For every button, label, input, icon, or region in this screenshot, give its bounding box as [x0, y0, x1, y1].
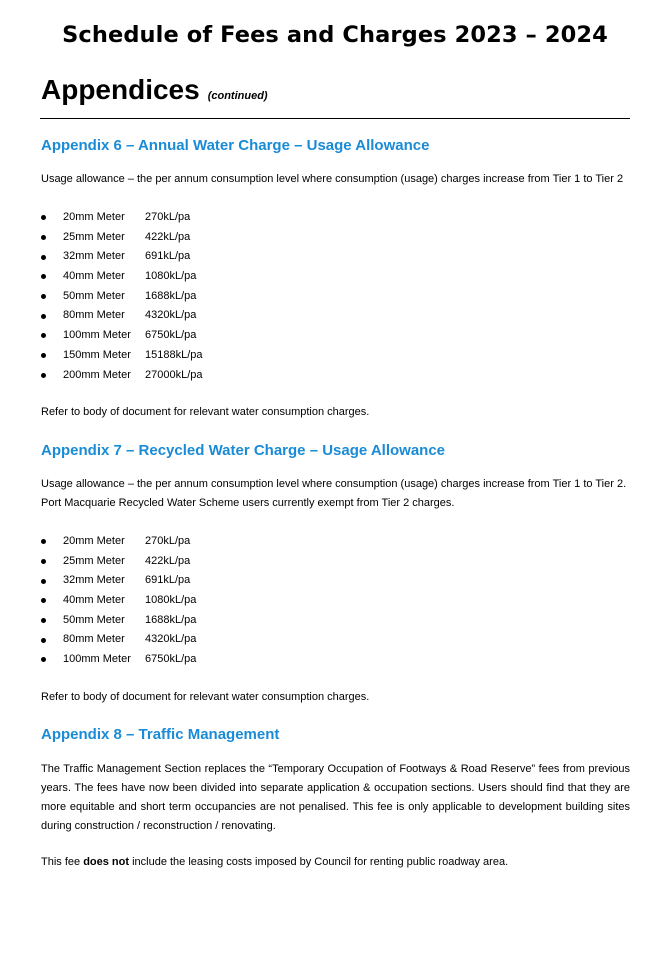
bullet-icon [41, 314, 46, 319]
appendix-7-footer: Refer to body of document for relevant water consumption charges. [41, 691, 370, 703]
list-item [41, 611, 196, 631]
list-item [41, 571, 196, 591]
appendix-7-allowance-list [41, 532, 196, 670]
appendix-6-footer: Refer to body of document for relevant water consumption charges. [41, 406, 370, 418]
list-item [41, 591, 196, 611]
meter-size: 25mm Meter [63, 230, 125, 243]
appendices-heading [41, 74, 268, 106]
allowance-value: 691kL/pa [145, 250, 191, 263]
bullet-icon [41, 255, 46, 260]
meter-size: 20mm Meter [63, 211, 125, 223]
list-item [41, 326, 203, 346]
list-item [41, 208, 203, 228]
appendix-7-intro-line: Port Macquarie Recycled Water Scheme users currently exempt from Tier 2 charges. [41, 497, 455, 509]
meter-size: 32mm Meter [63, 574, 125, 587]
bullet-icon [41, 539, 46, 544]
allowance-value: 4320kL/pa [145, 309, 197, 322]
appendix-7-intro [41, 475, 630, 513]
bullet-icon [41, 294, 46, 299]
meter-size: 50mm Meter [63, 289, 125, 302]
list-item [41, 306, 203, 326]
appendix-8-paragraph-line: years. The fees have now been divided into separate application & occupation sections. Users should find that they are [41, 782, 630, 794]
appendix-8-note [41, 853, 630, 872]
bullet-icon [41, 333, 46, 338]
allowance-value: 6750kL/pa [145, 653, 197, 666]
allowance-value: 691kL/pa [145, 574, 191, 587]
document-title: Schedule of Fees and Charges 2023 – 2024 [62, 22, 608, 48]
bullet-icon [41, 598, 46, 603]
list-item [41, 552, 196, 572]
note-emphasis: does not [83, 856, 130, 868]
meter-size: 150mm Meter [63, 348, 131, 361]
meter-size: 20mm Meter [63, 535, 125, 547]
meter-size: 200mm Meter [63, 368, 131, 381]
bullet-icon [41, 215, 46, 220]
allowance-value: 422kL/pa [145, 230, 191, 243]
appendix-8-paragraph-line: The Traffic Management Section replaces the “Temporary Occupation of Footways & Road Reserve” fees from previous [41, 763, 630, 775]
bullet-icon [41, 618, 46, 623]
note-prefix: This fee [41, 856, 84, 868]
appendix-8-paragraph-line: more equitable and short term occupancies are not penalised. This fee is only applicable to development building sites [41, 801, 630, 813]
heading-divider [40, 118, 630, 119]
bullet-icon [41, 235, 46, 240]
meter-size: 40mm Meter [63, 270, 125, 283]
list-item [41, 650, 196, 670]
allowance-value: 270kL/pa [145, 211, 191, 223]
appendix-7-title: Appendix 7 – Recycled Water Charge – Usage Allowance [41, 442, 446, 459]
allowance-value: 1080kL/pa [145, 270, 197, 283]
bullet-icon [41, 353, 46, 358]
bullet-icon [41, 657, 46, 662]
appendix-8-paragraph [41, 760, 630, 836]
appendix-6-title: Appendix 6 – Annual Water Charge – Usage Allowance [41, 137, 430, 154]
meter-size: 80mm Meter [63, 633, 125, 646]
allowance-value: 422kL/pa [145, 554, 191, 567]
meter-size: 100mm Meter [63, 329, 131, 342]
appendices-heading-text: Appendices [41, 74, 200, 105]
bullet-icon [41, 274, 46, 279]
list-item [41, 228, 203, 248]
meter-size: 40mm Meter [63, 594, 125, 607]
list-item [41, 366, 203, 386]
meter-size: 25mm Meter [63, 554, 125, 567]
allowance-value: 4320kL/pa [145, 633, 197, 646]
continued-note: (continued) [207, 90, 268, 102]
meter-size: 50mm Meter [63, 613, 125, 626]
allowance-value: 270kL/pa [145, 535, 191, 547]
list-item [41, 532, 196, 552]
appendix-6-intro: Usage allowance – the per annum consumption level where consumption (usage) charges increase from Tier 1 to Tier 2 [41, 173, 624, 185]
bullet-icon [41, 559, 46, 564]
allowance-value: 27000kL/pa [145, 368, 203, 381]
list-item [41, 630, 196, 650]
meter-size: 80mm Meter [63, 309, 125, 322]
bullet-icon [41, 373, 46, 378]
appendix-6-allowance-list [41, 208, 203, 385]
allowance-value: 1688kL/pa [145, 613, 197, 626]
list-item [41, 287, 203, 307]
appendix-8-paragraph-line: during construction / reconstruction / renovating. [41, 820, 276, 832]
allowance-value: 1080kL/pa [145, 594, 197, 607]
appendix-7-intro-line: Usage allowance – the per annum consumption level where consumption (usage) charges increase from Tier 1 to Tier 2. [41, 478, 627, 490]
appendix-8-title: Appendix 8 – Traffic Management [41, 726, 280, 743]
list-item [41, 346, 203, 366]
allowance-value: 6750kL/pa [145, 329, 197, 342]
allowance-value: 1688kL/pa [145, 289, 197, 302]
meter-size: 100mm Meter [63, 653, 131, 666]
bullet-icon [41, 638, 46, 643]
list-item [41, 247, 203, 267]
allowance-value: 15188kL/pa [145, 348, 203, 361]
meter-size: 32mm Meter [63, 250, 125, 263]
note-suffix: include the leasing costs imposed by Council for renting public roadway area. [129, 856, 509, 868]
list-item [41, 267, 203, 287]
bullet-icon [41, 579, 46, 584]
